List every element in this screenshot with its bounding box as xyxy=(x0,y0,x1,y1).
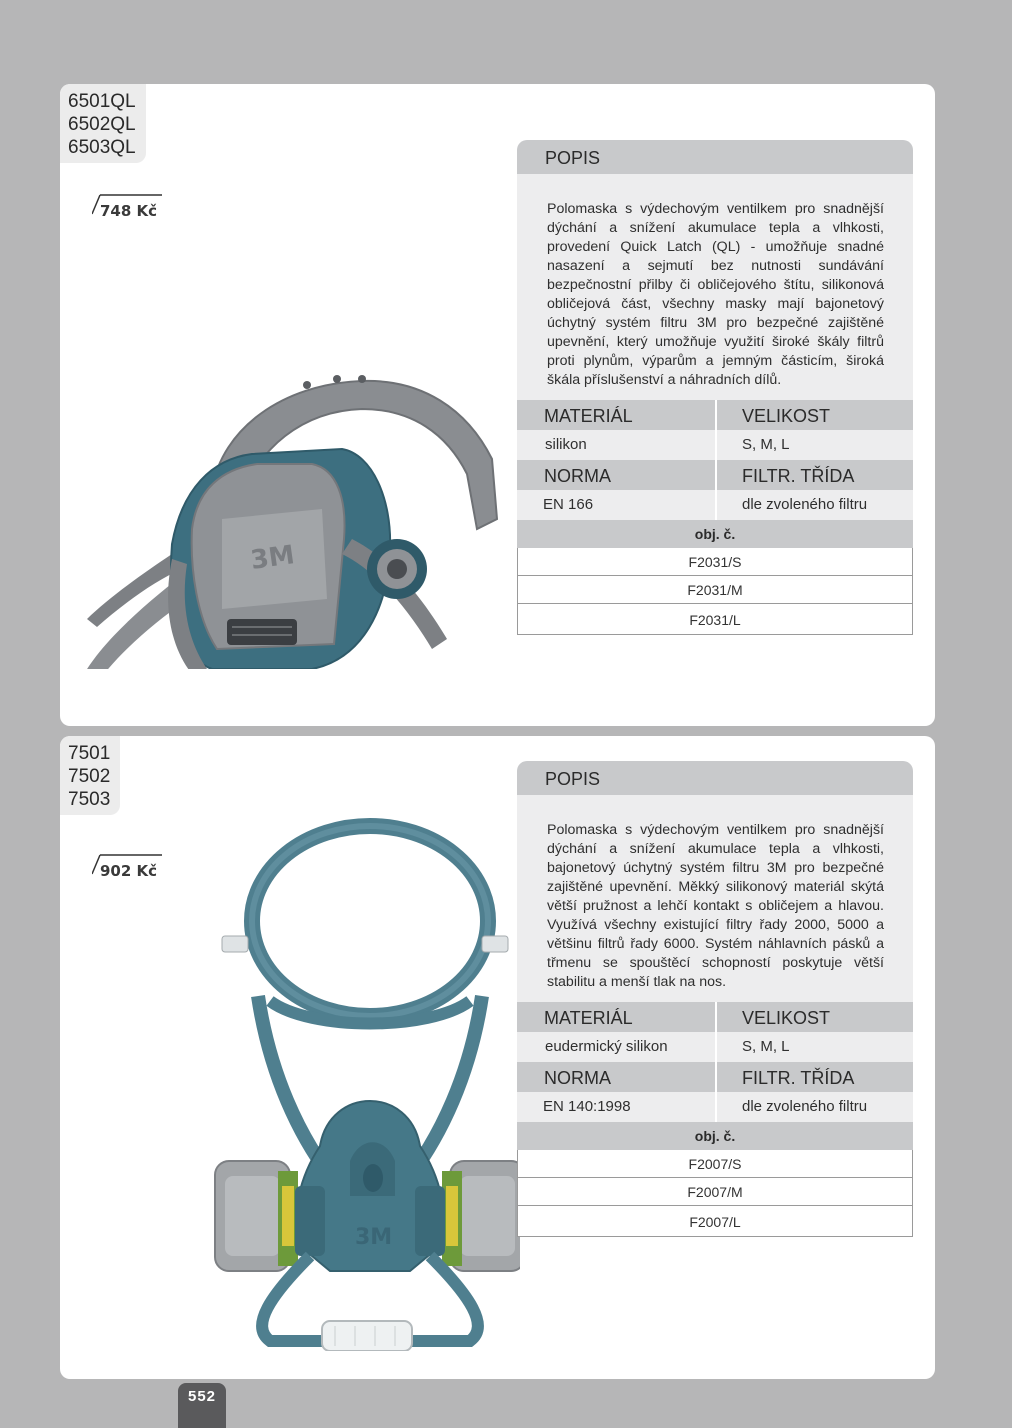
product-info-panel xyxy=(517,761,913,1237)
half-mask-7500-photo xyxy=(210,816,520,1351)
material-value: eudermický silikon xyxy=(517,1032,715,1062)
order-number: F2031/L xyxy=(517,604,913,635)
norma-label: NORMA xyxy=(517,460,715,490)
product-description: Polomaska s výdechovým ventilkem pro snadnější dýchání a snížení akumulace tepla a vlhkosti, provedení Quick Latch (QL) - umožňuje snadné nasazení a sejmutí bez nutnosti sundávání bezpečnostní přilby či obličejového štítu, silikonová obličejová část, všechny masky mají bajonetový úchytný systém filtru 3M pro bezpečné zajištěné upevnění, který umožňuje využití široké škály filtrů proti plynům, výparům a jemným částicím, široká škála příslušenství a náhradních dílů. xyxy=(517,174,913,400)
page-number: 552 xyxy=(178,1383,226,1428)
spec-grid xyxy=(517,400,913,520)
svg-text:3M: 3M xyxy=(355,1225,393,1250)
popis-header: POPIS xyxy=(517,761,913,795)
product-code: 6503QL xyxy=(68,137,136,158)
size-label: VELIKOST xyxy=(715,1002,913,1032)
order-number-header: obj. č. xyxy=(517,520,913,548)
size-label: VELIKOST xyxy=(715,400,913,430)
product-card-6500ql xyxy=(60,84,935,726)
filter-class-label: FILTR. TŘÍDA xyxy=(715,460,913,490)
price-value: 748 Kč xyxy=(100,202,158,220)
size-value: S, M, L xyxy=(715,430,913,460)
price-tag xyxy=(92,192,164,222)
product-code: 7501 xyxy=(68,743,111,764)
product-codes xyxy=(60,736,120,815)
filter-class-value: dle zvoleného filtru xyxy=(715,490,913,520)
order-number: F2031/S xyxy=(517,548,913,576)
filter-class-label: FILTR. TŘÍDA xyxy=(715,1062,913,1092)
product-info-panel xyxy=(517,140,913,635)
order-number: F2007/L xyxy=(517,1206,913,1237)
spec-grid xyxy=(517,1002,913,1122)
product-codes xyxy=(60,84,146,163)
size-value: S, M, L xyxy=(715,1032,913,1062)
svg-text:3M: 3M xyxy=(248,540,297,576)
material-label: MATERIÁL xyxy=(517,1002,715,1032)
product-code: 7502 xyxy=(68,766,111,787)
order-number: F2031/M xyxy=(517,576,913,604)
product-description: Polomaska s výdechovým ventilkem pro snadnější dýchání a snížení akumulace tepla a vlhkosti, bajonetový úchytný systém filtru 3M pro bezpečné zajištěné upevnění. Měkký silikonový materiál skýtá větší pružnost a lehčí kontakt s obličejem a hlavou. Využívá všechny existující filtry řady 2000, 5000 a většinu filtrů řady 6000. Systém náhlavních pásků a třmenu se spouštěcí schopností poskytuje větší stabilitu a menší tlak na nos. xyxy=(517,795,913,1002)
order-number: F2007/S xyxy=(517,1150,913,1178)
filter-class-value: dle zvoleného filtru xyxy=(715,1092,913,1122)
order-number-header: obj. č. xyxy=(517,1122,913,1150)
popis-header: POPIS xyxy=(517,140,913,174)
price-value: 902 Kč xyxy=(100,862,158,880)
norma-value: EN 166 xyxy=(517,490,715,520)
price-tag xyxy=(92,852,164,882)
product-card-7500 xyxy=(60,736,935,1379)
product-code: 6501QL xyxy=(68,91,136,112)
norma-label: NORMA xyxy=(517,1062,715,1092)
material-label: MATERIÁL xyxy=(517,400,715,430)
half-mask-6500ql-photo xyxy=(72,369,512,669)
product-code: 7503 xyxy=(68,789,111,810)
product-code: 6502QL xyxy=(68,114,136,135)
order-number: F2007/M xyxy=(517,1178,913,1206)
norma-value: EN 140:1998 xyxy=(517,1092,715,1122)
material-value: silikon xyxy=(517,430,715,460)
